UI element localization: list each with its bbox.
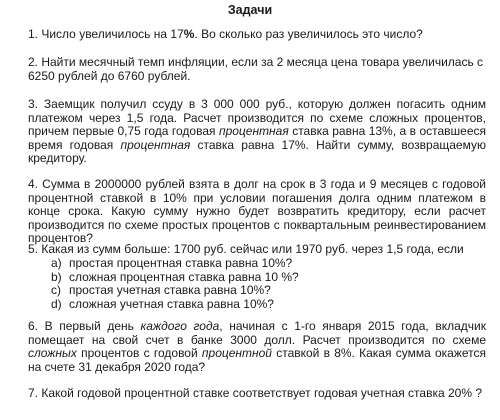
problem-5-options [51, 257, 471, 311]
problem-6-italic-2: сложных [28, 346, 77, 360]
option-b [51, 271, 471, 285]
option-c [51, 284, 471, 298]
problem-3-text-a: 3. Заемщик получил ссуду в 3 000 000 руб., которую должен погасить одним платежом через 1,5 года. Расчет производится по схеме сложных процентов, причем первые 0,75 года годовая [28, 97, 486, 138]
problem-6-text-g: ставкой в 8%. Какая сумма окажется на счете 31 декабря 2020 года? [28, 346, 486, 374]
problem-7 [28, 387, 486, 401]
problem-3-italic-2: процентная [120, 137, 191, 152]
problem-3-italic-1: процентная [218, 124, 289, 138]
option-b-letter: b) [51, 269, 62, 284]
option-a-text: простая процентная ставка равна 10%? [69, 256, 293, 270]
problem-6-text-e: процентов с годовой [76, 346, 202, 360]
problem-2-line-2: 6250 рублей до 6760 рублей. [28, 68, 191, 83]
option-b-text: сложная процентная ставка равна 10 %? [69, 269, 299, 284]
problem-1-percent: % [183, 27, 195, 41]
problem-6-text-c: , начиная с 1-го января 2015 года, вкладчик помещает на свой счет в банке 3000 долл. Расчет производится по схеме [28, 319, 487, 347]
page-title: Задачи [227, 3, 273, 17]
option-a-letter: a) [51, 256, 62, 270]
problem-7-text: 7. Какой годовой процентной ставке соответствует годовая учетная ставка 20% ? [28, 386, 483, 400]
problem-6-italic-3: процентной [201, 346, 272, 360]
problem-1-text-a: 1. Число увеличилось на 17 [28, 27, 184, 41]
option-d [51, 298, 471, 312]
problem-4-text: 4. Сумма в 2000000 рублей взята в долг на срок в 3 года и 9 месяцев с годовой процентной ставкой в 10% при условии погашения долга одним платежом в конце срока. Какую сумму нужно будет возвратить кредитору, если расчет производится по схеме простых процентов с поквартальным реинвестированием процентов? [28, 177, 486, 245]
problem-2-line-1: 2. Найти месячный темп инфляции, если за 2 месяца цена товара увеличилась с [28, 55, 484, 69]
option-a [51, 257, 471, 271]
problem-4 [28, 178, 486, 246]
problem-6-text-a: 6. В первый день [28, 319, 141, 333]
option-c-text: простая учетная ставка равна 10%? [69, 283, 271, 297]
option-d-text: сложная учетная ставка равна 10%? [69, 296, 274, 311]
problem-5-question: 5. Какая из сумм больше: 1700 руб. сейчас или 1970 руб. через 1,5 года, если [28, 242, 464, 256]
problem-2 [28, 56, 486, 83]
problem-1-text-c: . Во сколько раз увеличилось это число? [194, 27, 423, 41]
problem-6-italic-1: каждого года [140, 319, 220, 333]
problem-6 [28, 320, 486, 374]
problem-1 [28, 28, 486, 42]
option-c-letter: c) [51, 283, 61, 297]
problem-3 [28, 98, 486, 166]
problem-3-text-c: ставка равна 13%, а в оставшееся время годовая [28, 124, 486, 152]
problem-3-text-e: ставка равна 17%. Найти сумму, возвращаемую кредитору. [28, 137, 486, 165]
option-d-letter: d) [51, 296, 62, 311]
